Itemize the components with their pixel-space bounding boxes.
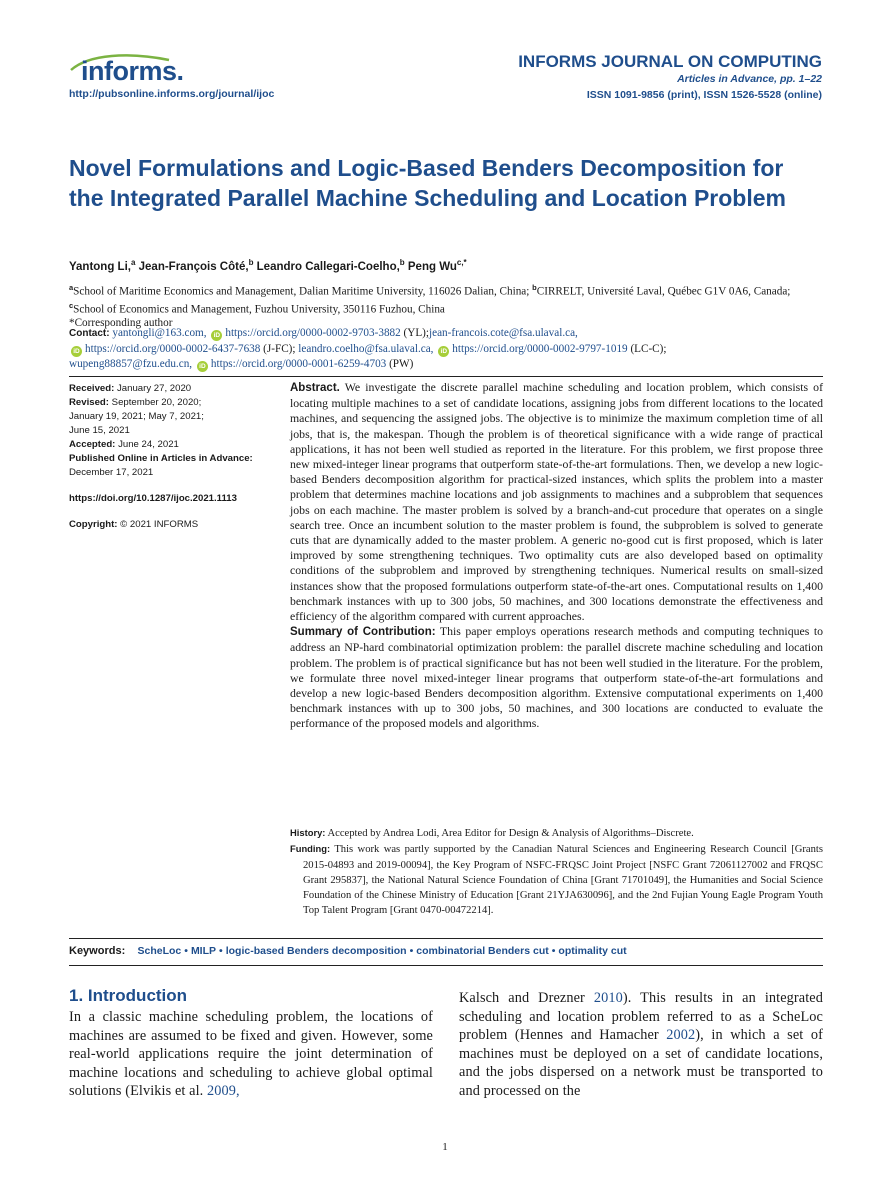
citation-link[interactable]: 2009, [207,1083,240,1100]
keyword: ScheLoc [137,945,182,957]
contact-block [69,326,823,372]
funding-text: This work was partly supported by the Canadian Natural Sciences and Engineering Research Council [Grants 2015-04893 and 2019-00094], the Key Program of NSFC-FRQSC Joint Project [NSFC Grant 72061127002 and FRQSC Grant 295837], the National Natural Science Foundation of China [Grant 71701049], the Humanities and Social Science Foundation of the Chinese Ministry of Education [Grant 21YJA630096], and the 2nd Fujian Young Eagle Program Youth Top Talent Program [Grant 0470-00472214]. [303,844,823,917]
received-label: Received: [69,383,115,394]
orcid-link[interactable]: https://orcid.org/0000-0002-9703-3882 [225,327,401,339]
contact-label: Contact: [69,328,110,339]
keyword: MILP [190,945,217,957]
history-text: Accepted by Andrea Lodi, Area Editor for Design & Analysis of Algorithms–Discrete. [327,828,694,839]
affiliations [69,281,823,330]
revised-label: Revised: [69,397,109,408]
corresponding-author-note: *Corresponding author [69,317,173,330]
copyright-text: © 2021 INFORMS [120,519,199,530]
articles-line: Articles in Advance, pp. 1–22 [677,73,822,85]
journal-url-link[interactable]: http://pubsonline.informs.org/journal/ijoc [69,88,275,100]
intro-text: ), in which a set of machines must be deployed on a set of candidate locations, and the jobs dispersed on a network must be transported to and processed on the [459,1027,823,1099]
orcid-icon: iD [71,346,82,357]
author-name: Jean-François Côté, [138,260,249,273]
abstract-label: Abstract. [290,382,340,394]
author-list [69,258,829,273]
keyword: combinatorial Benders cut [416,945,549,957]
author-name: Peng Wu [407,260,457,273]
author-sup: a [130,258,136,267]
keyword-separator: • [219,945,223,957]
author-name: Yantong Li, [69,260,131,273]
affiliation-sup: a [69,283,74,292]
orcid-tag: (LC-C); [630,342,667,355]
page-number: 1 [442,1141,448,1153]
received-date: January 27, 2020 [117,383,192,394]
author-sup: b [248,258,254,267]
citation-link[interactable]: 2002 [666,1027,696,1044]
keyword-separator: • [409,945,414,957]
intro-column-left [69,1008,433,1101]
divider [69,965,823,966]
keyword-separator: • [184,945,188,957]
summary-text: This paper employs operations research methods and computing techniques to address an NP-hard combinatorial optimization problem: the parallel discrete machine scheduling and location problem. The problem is of practical significance but has not been well studied in the literature. For the problem, we formulate three novel mixed-integer linear programs that outperform state-of-the-art formulations and develop a new logic-based Benders decomposition algorithm. Extensive computational experiments on 1,400 benchmark instances with up to 300 jobs, 50 machines, and 300 locations are conducted to evaluate the performance of the proposed models and algorithms. [290,624,823,731]
keywords-label: Keywords: [69,945,126,957]
section-heading: 1. Introduction [69,986,188,1005]
summary-label: Summary of Contribution: [290,626,436,639]
copyright-label: Copyright: [69,519,118,530]
article-title: Novel Formulations and Logic-Based Benders Decomposition for the Integrated Parallel Machine Scheduling and Location Problem [69,155,786,211]
history-funding [290,825,823,919]
abstract-text: We investigate the discrete parallel machine scheduling and location problem, which consists of locating multiple machines to a set of candidate locations, assigning jobs from different locations to the located machines, and sequencing the assigned jobs. The objective is to minimize the maximum completion time of all jobs, that is, the makespan. Though the problem is of theoretical significance with a wide range of practical applications, it has not been well studied as reported in the literature. For this problem, we first propose three new mixed-integer linear programs that outperform state-of-the-art formulations. Then, we develop a new logic-based Benders decomposition algorithm for practical-sized instances, which splits the problem into a master problem that determines machine locations and job assignments to machines and a subproblem that sequences jobs on each machine. The master problem is solved by a branch-and-cut procedure that operates on a single search tree. Once an incumbent solution to the master problem is found, the subproblem is solved to generate cuts that are dynamically added to the master problem. A generic no-good cut is first proposed, which is later improved by some strengthening techniques. Two optimality cuts are also developed based on optimality conditions of the subproblem and improved by strengthening techniques. Numerical results on small-sized instances show that the proposed formulations outperform state-of-the-art ones. Computational results on 1,400 benchmark instances with up to 300 jobs, 50 machines, and 300 locations demonstrate the effectiveness and efficiency of the algorithm compared with current approaches. [290,380,823,624]
revised-date: June 15, 2021 [69,425,130,436]
issn-line: ISSN 1091-9856 (print), ISSN 1526-5528 (online) [586,89,822,101]
affiliation-sup: c [69,300,74,310]
revised-date: January 19, 2021; May 7, 2021; [69,411,204,422]
history-label: History: [290,827,326,838]
email-link[interactable]: wupeng88857@fzu.edu.cn, [69,357,193,370]
published-label: Published Online in Articles in Advance: [69,453,253,464]
divider [69,938,823,939]
affiliation-c: School of Economics and Management, Fuzhou University, 350116 Fuzhou, China [73,303,445,316]
intro-column-right [459,989,823,1101]
keyword: logic-based Benders decomposition [225,945,407,957]
orcid-tag: (J-FC); [263,342,296,355]
article-metadata [69,382,269,532]
divider [69,376,823,377]
accepted-label: Accepted: [69,439,116,450]
author-sup: c,* [456,258,467,267]
accepted-date: June 24, 2021 [118,439,179,450]
orcid-link[interactable]: https://orcid.org/0000-0001-6259-4703 [210,357,387,370]
orcid-tag: (PW) [389,357,414,370]
intro-text: In a classic machine scheduling problem, the locations of machines are assumed to be fixed and given. However, some real-world applications require the joint determination of machine locations and scheduling to achieve global optimal solutions (Elvikis et al. [69,1009,433,1100]
affiliation-sup: b [532,283,537,292]
intro-text: Kalsch and Drezner [459,990,594,1006]
published-date: December 17, 2021 [69,467,154,478]
orcid-link[interactable]: https://orcid.org/0000-0002-6437-7638 [85,342,261,355]
doi-link[interactable]: https://doi.org/10.1287/ijoc.2021.1113 [69,493,237,504]
intro-text: ). This results in an integrated scheduling and location problem referred to as a ScheLoc problem (Hennes and Hamacher [459,990,823,1044]
logo-text: informs. [81,56,184,86]
affiliation-a: School of Maritime Economics and Management, Dalian Maritime University, 116026 Dalian, China; [73,285,530,298]
revised-date: September 20, 2020; [111,397,202,408]
orcid-tag: (YL); [403,327,430,339]
keywords [69,945,823,957]
citation-link[interactable]: 2010 [593,990,623,1006]
abstract [290,380,823,732]
author-sup: b [399,258,405,267]
orcid-link[interactable]: https://orcid.org/0000-0002-9797-1019 [452,342,628,355]
keyword-separator: • [551,945,556,957]
author-name: Leandro Callegari-Coelho, [256,260,400,273]
informs-logo [69,56,189,88]
keyword: optimality cut [558,945,627,957]
funding-label: Funding: [290,843,331,855]
affiliation-b: CIRRELT, Université Laval, Québec G1V 0A6, Canada; [536,285,791,298]
email-link[interactable]: yantongli@163.com, [112,327,207,339]
orcid-icon: iD [197,361,208,372]
email-link[interactable]: jean-francois.cote@fsa.ulaval.ca, [429,327,578,339]
orcid-icon: iD [211,330,222,341]
email-link[interactable]: leandro.coelho@fsa.ulaval.ca, [298,342,434,355]
orcid-icon: iD [438,346,449,357]
journal-name: INFORMS JOURNAL ON COMPUTING [518,52,822,71]
